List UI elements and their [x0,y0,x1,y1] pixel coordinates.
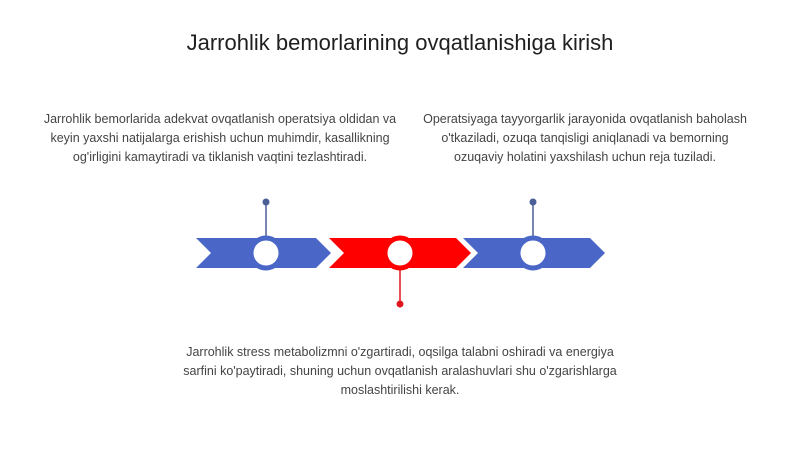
milestone-2-stem-dot [397,301,404,308]
milestone-3-marker [518,238,548,268]
milestone-2-text: Jarrohlik stress metabolizmni o'zgartiradi, oqsilga talabni oshiradi va energiya sarfini ko'paytiradi, shuning uchun ovqatlanish aralashuvlari shu o'zgarishlarga moslashtirilishi kerak. [183,345,617,397]
milestone-1-stem-dot [263,199,270,206]
milestone-2-marker [385,238,415,268]
milestone-3-text: Operatsiyaga tayyorgarlik jarayonida ovqatlanish baholash o'tkaziladi, ozuqa tanqisligi aniqlanadi va bemorning ozuqaviy holatini yaxshilash uchun reja tuziladi. [423,112,747,164]
slide-title: Jarrohlik bemorlarining ovqatlanishiga kirish [186,30,614,55]
milestone-1-text: Jarrohlik bemorlarida adekvat ovqatlanish operatsiya oldidan va keyin yaxshi natijalarga erishish uchun muhimdir, kasallikning og'irligini kamaytiradi va tiklanish vaqtini tezlashtiradi. [43,112,397,164]
milestone-1-marker [251,238,281,268]
milestone-3-stem-dot [530,199,537,206]
